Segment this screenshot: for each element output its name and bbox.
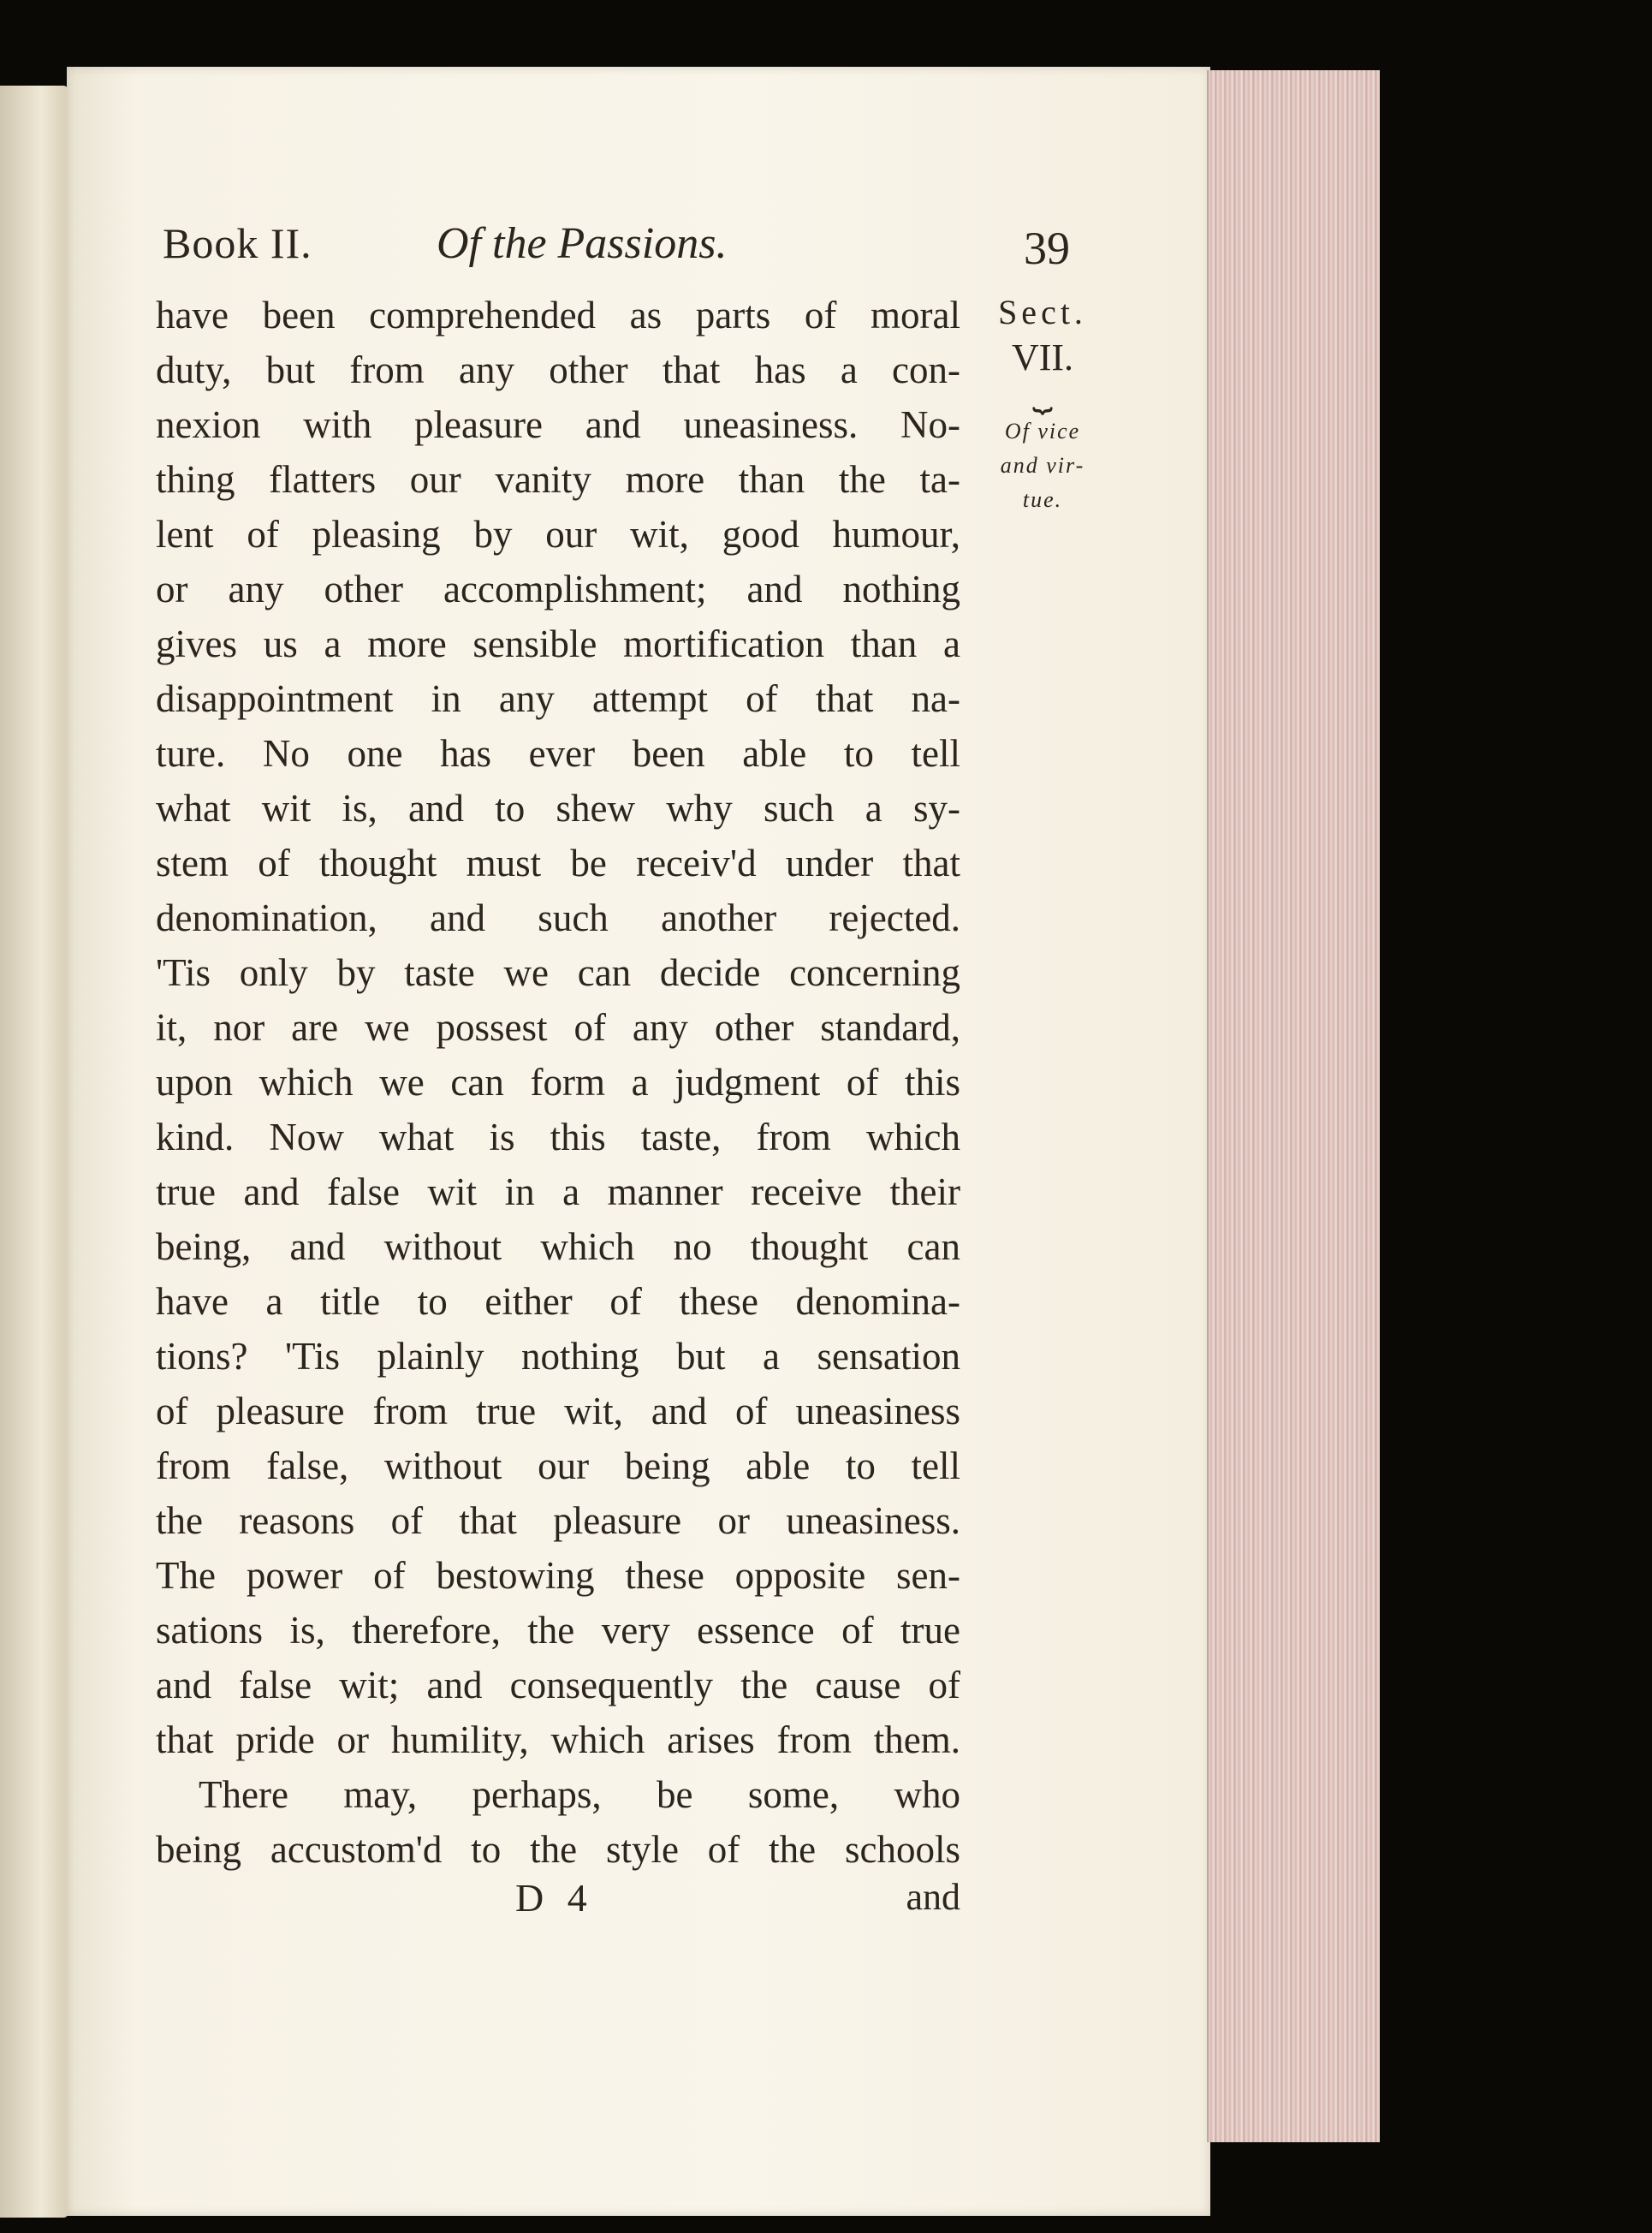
- text-line: upon which we can form a judgment of this: [156, 1061, 960, 1104]
- page-number: 39: [1024, 223, 1070, 274]
- running-head: [163, 218, 1070, 278]
- margin-note-line: tue.: [1022, 487, 1063, 512]
- text-line: thing flatters our vanity more than the ta-: [156, 458, 960, 501]
- text-line: sations is, therefore, the very essence of true: [156, 1609, 960, 1652]
- page-footer: [156, 1875, 960, 1926]
- text-line: nexion with pleasure and uneasiness. No-: [156, 403, 960, 446]
- text-line: and false wit; and consequently the cause of: [156, 1664, 960, 1706]
- text-line: true and false wit in a manner receive their: [156, 1170, 960, 1213]
- text-line: 'Tis only by taste we can decide concerning: [156, 951, 960, 994]
- text-line: ture. No one has ever been able to tell: [156, 732, 960, 775]
- text-line: that pride or humility, which arises from them.: [156, 1718, 960, 1761]
- text-line: denomination, and such another rejected.: [156, 896, 960, 939]
- text-line: it, nor are we possest of any other standard,: [156, 1006, 960, 1049]
- margin-note-section-number: VII.: [1011, 336, 1074, 378]
- text-line: There may, perhaps, be some, who: [199, 1773, 960, 1816]
- text-line: duty, but from any other that has a con-: [156, 348, 960, 391]
- page-fore-edge: [1207, 70, 1380, 2142]
- text-line: tions? 'Tis plainly nothing but a sensation: [156, 1335, 960, 1378]
- text-line: lent of pleasing by our wit, good humour,: [156, 513, 960, 556]
- margin-note-line: Of vice: [1004, 419, 1081, 444]
- running-head-title: Of the Passions.: [437, 219, 728, 268]
- text-line: gives us a more sensible mortification than a: [156, 622, 960, 665]
- text-line: what wit is, and to shew why such a sy-: [156, 787, 960, 830]
- text-line: kind. Now what is this taste, from which: [156, 1116, 960, 1158]
- margin-note-section: Sect.: [998, 293, 1087, 331]
- margin-note: [966, 289, 1120, 517]
- text-line: of pleasure from true wit, and of uneasiness: [156, 1390, 960, 1432]
- text-line: being accustom'd to the style of the schools: [156, 1828, 960, 1871]
- catchword: and: [906, 1876, 960, 1918]
- text-line: The power of bestowing these opposite sen-: [156, 1554, 960, 1597]
- body-text: [156, 288, 960, 1877]
- text-line: disappointment in any attempt of that na-: [156, 677, 960, 720]
- previous-page-edge: [0, 86, 68, 2218]
- text-line: stem of thought must be receiv'd under that: [156, 842, 960, 884]
- signature-mark: D 4: [515, 1876, 594, 1920]
- text-line: have a title to either of these denomina-: [156, 1280, 960, 1323]
- text-line: from false, without our being able to tell: [156, 1444, 960, 1487]
- text-line: being, and without which no thought can: [156, 1225, 960, 1268]
- margin-note-line: and vir-: [1000, 453, 1085, 478]
- text-line: the reasons of that pleasure or uneasiness.: [156, 1499, 960, 1542]
- brace-ornament: ⏟: [1032, 373, 1053, 412]
- text-line: or any other accomplishment; and nothing: [156, 568, 960, 610]
- text-line: have been comprehended as parts of moral: [156, 294, 960, 336]
- running-head-book: Book II.: [163, 219, 312, 267]
